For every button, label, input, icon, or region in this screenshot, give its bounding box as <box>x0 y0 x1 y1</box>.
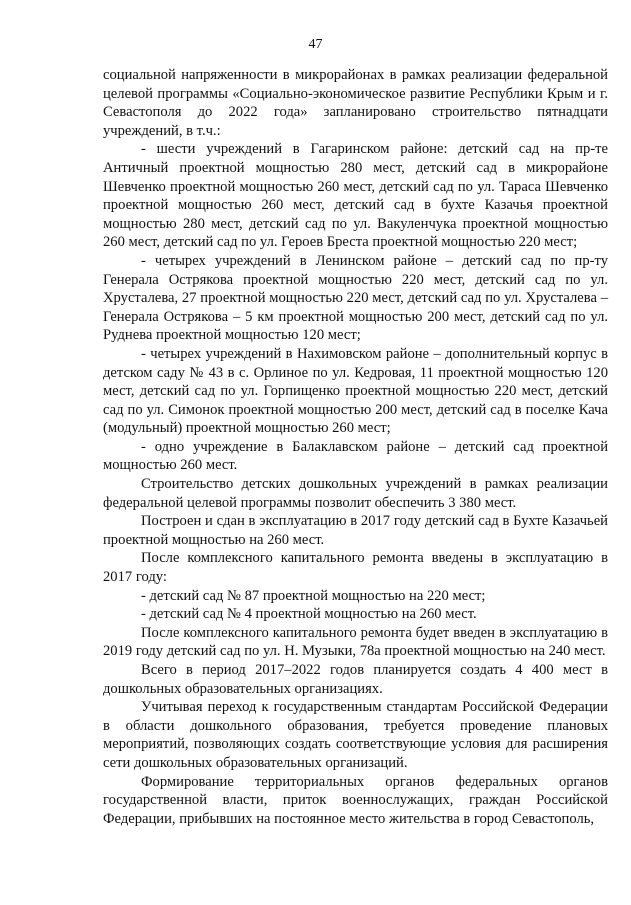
paragraph-renovation-2019: После комплексного капитального ремонта будет введен в эксплуатацию в 2019 году детский сад по ул. Н. Музыки, 78а проектной мощностью на 240 мест. <box>103 624 608 660</box>
paragraph-standards: Учитывая переход к государственным стандартам Российской Федерации в области дошкольного образования, требуется проведение плановых мероприятий, позволяющих создать соответствующие условия для расширения сети дошкольных образовательных организаций. <box>103 699 608 771</box>
list-item-nakhimovsky: - четырех учреждений в Нахимовском районе – дополнительный корпус в детском саду № 43 в с. Орлиное по ул. Кедровая, 11 проектной мощностью 120 мест, детский сад по ул. Горпищенко проектной мощностью 220 мест, детский сад по ул. Симонок проектной мощностью 200 мест, детский сад в поселке Кача (модульный) проектной мощностью 260 мест; <box>103 345 608 437</box>
list-item-leninsky: - четырех учреждений в Ленинском районе – детский сад по пр-ту Генерала Острякова проектной мощностью 220 мест, детский сад по ул. Хрусталева, 27 проектной мощностью 220 мест, детский сад по ул. Хрусталева – Генерала Острякова – 5 км проектной мощностью 200 мест, детский сад по ул. Руднева проектной мощностью 120 мест; <box>103 252 608 344</box>
list-item-gagarinsky: - шести учреждений в Гагаринском районе: детский сад на пр-те Античный проектной мощностью 280 мест, детский сад в микрорайоне Шевченко проектной мощностью 260 мест, детский сад по ул. Тараса Шевченко проектной мощностью 260 мест, детский сад в бухте Казачья проектной мощностью 280 мест, детский сад по ул. Вакуленчука проектной мощностью 260 мест, детский сад по ул. Героев Бреста проектной мощностью 220 мест; <box>103 141 608 251</box>
list-item-kindergarten-4: - детский сад № 4 проектной мощностью на 260 мест. <box>141 606 477 623</box>
page-number: 47 <box>308 37 323 52</box>
paragraph-built-2017: Построен и сдан в эксплуатацию в 2017 году детский сад в Бухте Казачьей проектной мощностью на 260 мест. <box>103 513 608 548</box>
paragraph-construction-total: Строительство детских дошкольных учреждений в рамках реализации федеральной целевой программы позволит обеспечить 3 380 мест. <box>103 476 608 511</box>
list-item-kindergarten-87: - детский сад № 87 проектной мощностью на 220 мест; <box>141 587 486 604</box>
paragraph-continuation: социальной напряженности в микрорайонах в рамках реализации федеральной целевой программы «Социально-экономическое развитие Республики Крым и г. Севастополя до 2022 года» запланировано строительство пятнадцати учреждений, в т.ч.: <box>103 67 608 139</box>
paragraph-renovation-2017: После комплексного капитального ремонта введены в эксплуатацию в 2017 году: <box>103 550 608 586</box>
document-body <box>103 66 608 828</box>
paragraph-formation: Формирование территориальных органов федеральных органов государственной власти, приток военнослужащих, граждан Российской Федерации, прибывших на постоянное место жительства в город Севастополь, <box>103 773 608 827</box>
list-item-balaklavsky: - одно учреждение в Балаклавском районе – детский сад проектной мощностью 260 мест. <box>103 438 608 474</box>
paragraph-total-2017-2022: Всего в период 2017–2022 годов планируется создать 4 400 мест в дошкольных образовательных организациях. <box>103 662 608 697</box>
